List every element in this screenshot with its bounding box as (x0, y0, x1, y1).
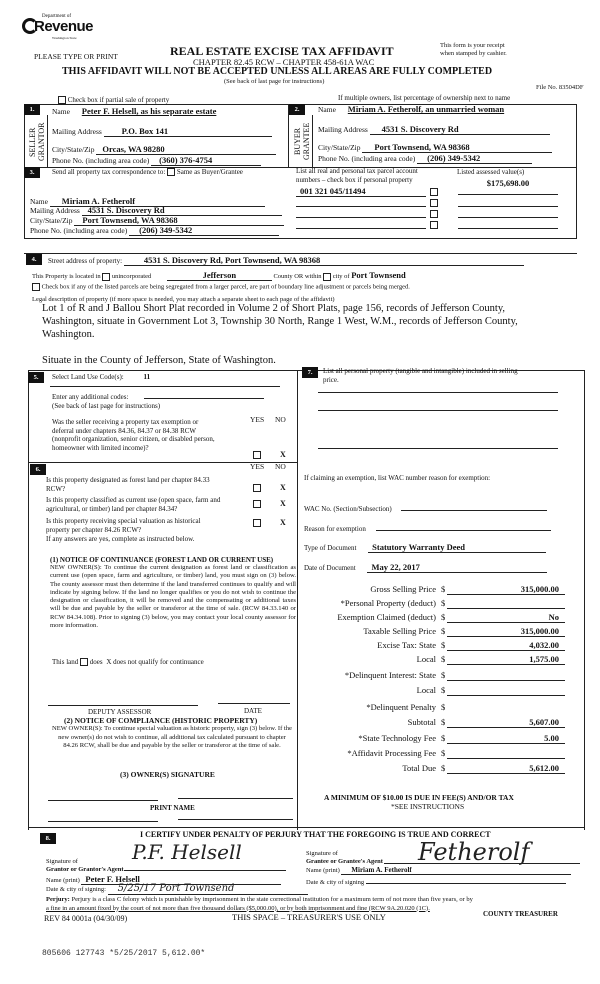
parcel-row (296, 198, 576, 209)
dollar-sign: $ (441, 702, 446, 712)
total-row-gross (300, 584, 600, 596)
correspondence-phone-row (30, 225, 279, 236)
form-subtitle: CHAPTER 82.45 RCW – CHAPTER 458-61A WAC (193, 57, 375, 67)
street-address-label: Street address of property: (48, 257, 123, 265)
minimum-due-note: A MINIMUM OF $10.00 IS DUE IN FEE(S) AND/OR TAX (324, 793, 514, 802)
current-use-no-answer[interactable]: X (280, 499, 286, 508)
corr-phone-field[interactable]: (206) 349-5342 (129, 225, 279, 236)
total-due-label: Total Due (402, 763, 436, 773)
grantee-sig-label1: Signature of (306, 850, 338, 857)
does-label: does (89, 658, 103, 666)
does-qualify-checkbox[interactable] (80, 658, 88, 666)
located-label: This Property is located in (32, 273, 101, 280)
wac-field[interactable] (401, 503, 547, 511)
legal-line-4: Situate in the County of Jefferson, State of Washington. (42, 355, 276, 366)
corr-mailing-label: Mailing Address (30, 206, 80, 215)
this-land-label: This land (52, 658, 79, 666)
doc-type-field[interactable]: Statutory Warranty Deed (368, 542, 546, 553)
multiple-owners-note: If multiple owners, list percentage of ownership next to name (338, 94, 511, 102)
penalty-label: *Delinquent Penalty (366, 702, 436, 712)
personal-property-field-3[interactable] (318, 448, 558, 449)
receipt-note-line2: when stamped by cashier. (440, 50, 507, 57)
current-use-q-line1: Is this property classified as current use (open space, farm and (46, 496, 221, 504)
buyer-phone-field[interactable]: (206) 349-5342 (417, 153, 532, 164)
buyer-name-row (318, 104, 504, 114)
print-name-label: PRINT NAME (150, 804, 195, 812)
county-treasurer-label: COUNTY TREASURER (483, 910, 558, 918)
parcels-header-line1: List all real and personal tax parcel account (296, 167, 418, 175)
personal-property-checkbox[interactable] (430, 188, 438, 196)
buyer-mailing-row (318, 124, 550, 135)
historic-question (46, 517, 256, 534)
unincorporated-label: unincorporated (111, 273, 152, 280)
deputy-assessor-line (48, 705, 198, 706)
total-row-taxable (300, 626, 600, 638)
assessed-value-field[interactable] (458, 198, 558, 207)
logo-main: Revenue (34, 18, 94, 35)
seller-city-row (52, 144, 276, 155)
seller-name-label: Name (52, 107, 70, 116)
total-row-total-due (300, 763, 600, 775)
please-type-label: PLEASE TYPE OR PRINT (34, 52, 118, 61)
grantee-signature-line (384, 863, 580, 864)
grantee-date-label: Date & city of signing (306, 879, 365, 886)
exemption-claimed-label: Exemption Claimed (deduct) (337, 612, 436, 622)
partial-sale-label: Check box if partial sale of property (67, 96, 170, 104)
dollar-sign: $ (441, 670, 446, 680)
location-row (32, 270, 406, 281)
total-row-processing-fee (300, 748, 600, 760)
seller-side-label (28, 120, 46, 164)
grantor-sig-label2: Grantor or Grantor's Agent (46, 866, 124, 873)
grantee-label: GRANTEE (302, 122, 311, 160)
date-label: DATE (244, 707, 262, 715)
dollar-sign: $ (441, 717, 446, 727)
total-row-interest-local (300, 685, 600, 697)
corr-name-field[interactable]: Miriam A. Fetherolf (50, 196, 265, 207)
assessed-value-field[interactable] (458, 220, 558, 229)
seller-name-row (52, 106, 216, 116)
grantor-name-label: Name (print) (46, 877, 80, 884)
owner-signature-label: (3) OWNER(S) SIGNATURE (120, 770, 215, 779)
interest-local-label: Local (416, 685, 436, 695)
doc-date-row (304, 562, 547, 573)
personal-property-checkbox[interactable] (430, 221, 438, 229)
personal-property-label (323, 367, 518, 385)
interest-local-field[interactable] (447, 685, 565, 696)
excise-state-label: Excise Tax: State (377, 640, 436, 650)
personal-property-line2: price. (323, 376, 339, 384)
gross-price-field[interactable]: 315,000.00 (447, 584, 565, 595)
logo-top: Department of (42, 14, 72, 19)
street-address-field[interactable]: 4531 S. Discovery Rd, Port Townsend, WA 98368 (124, 255, 524, 266)
seller-city-field[interactable]: Orcas, WA 98280 (96, 144, 276, 155)
total-row-personal (300, 598, 600, 610)
exemption-q-line1: Was the seller receiving a property tax exemption or (52, 418, 199, 426)
land-use-label: Select Land Use Code(s): (52, 373, 124, 381)
exemption-yes-checkbox[interactable] (253, 451, 261, 459)
grantor-name-field[interactable]: Peter F. Helsell (81, 874, 281, 885)
reason-label: Reason for exemption (304, 525, 366, 533)
total-row-exemption (300, 612, 600, 624)
see-back-note: (See back of last page for instructions) (52, 402, 161, 410)
current-use-q-line2: agricultural, or timber) land per chapter 84.34? (46, 504, 178, 513)
grantor-label: GRANTOR (37, 122, 46, 162)
assessed-value-field[interactable]: $175,698.00 (486, 178, 530, 188)
section-2-number: 2. (289, 104, 305, 115)
parcel-number-field[interactable]: 001 321 045/11494 (296, 186, 426, 197)
forest-q-line1: Is this property designated as forest land per chapter 84.33 (46, 476, 210, 484)
buyer-label: BUYER (293, 127, 302, 155)
grantor-date-row (46, 883, 308, 895)
excise-local-field[interactable]: 1,575.00 (447, 654, 565, 665)
county-or-label: County OR within (273, 273, 322, 280)
legal-line-2: Washington, situate in Government Lot 3, Township 30 North, Range 1 West, W.M., records of Jefferson County, (42, 316, 518, 327)
total-row-subtotal (300, 717, 600, 729)
section-6-number: 6. (30, 464, 46, 475)
total-row-tech-fee (300, 733, 600, 745)
personal-property-checkbox[interactable] (430, 210, 438, 218)
segregated-label: Check box if any of the listed parcels are being segregated from a larger parcel, are part of boundary line adjustment or parcels being merged. (41, 283, 410, 291)
s6-no-header: NO (275, 462, 286, 471)
seller-mailing-field[interactable]: P.O. Box 141 (104, 126, 272, 137)
grantor-signature-label (46, 858, 124, 874)
left-border (28, 370, 29, 830)
dollar-sign: $ (441, 763, 446, 773)
seller-mailing-label: Mailing Address (52, 127, 102, 136)
seller-label: SELLER (28, 127, 37, 157)
section-1-number: 1. (24, 104, 40, 115)
exemption-q-line4: homeowner with limited income)? (52, 443, 149, 452)
exemption-yes-header: YES (250, 415, 265, 424)
continuance-row (52, 658, 204, 666)
correspondence-header (52, 168, 243, 176)
parcel-number-field[interactable] (296, 220, 426, 229)
seller-phone-field[interactable]: (360) 376-4754 (151, 155, 261, 166)
grantor-date-field[interactable]: 5/25/17 Port Townsend (108, 883, 308, 895)
notice-continuance-title: (1) NOTICE OF CONTINUANCE (FOREST LAND OR CURRENT USE) (50, 556, 274, 564)
parcel-row (296, 220, 576, 231)
wac-label: WAC No. (Section/Subsection) (304, 505, 392, 513)
interest-state-field[interactable] (447, 670, 565, 681)
wac-row (304, 503, 547, 513)
excise-state-field[interactable]: 4,032.00 (447, 640, 565, 651)
buyer-phone-label: Phone No. (including area code) (318, 154, 416, 163)
seller-phone-row (52, 155, 261, 166)
deputy-assessor-label: DEPUTY ASSESSOR (88, 708, 152, 716)
grantor-sig-label1: Signature of (46, 858, 78, 865)
legal-description-label: Legal description of property (if more space is needed, you may attach a separate sheet to each page of the affidavit) (32, 296, 335, 303)
grantor-date-label: Date & city of signing: (46, 886, 106, 893)
street-address-row (48, 255, 524, 266)
warning-banner: THIS AFFIDAVIT WILL NOT BE ACCEPTED UNLESS ALL AREAS ARE FULLY COMPLETED (62, 66, 493, 77)
processing-fee-field[interactable] (447, 748, 565, 759)
form-title: REAL ESTATE EXCISE TAX AFFIDAVIT (170, 44, 394, 58)
see-instructions-note: *SEE INSTRUCTIONS (391, 802, 465, 811)
historic-yes-checkbox[interactable] (253, 519, 261, 527)
parcel-number-field[interactable] (296, 209, 426, 218)
treasurer-space-label: THIS SPACE – TREASURER'S USE ONLY (232, 912, 386, 922)
corr-city-field[interactable]: Port Townsend, WA 98368 (74, 215, 284, 226)
land-use-line (50, 386, 280, 387)
city-of-label: city of (332, 273, 350, 280)
section-7-number: 7. (302, 367, 318, 378)
seller-exemption-question (52, 418, 215, 452)
dollar-sign: $ (441, 612, 446, 622)
logo-sub: Washington State (52, 36, 77, 40)
receipt-note (440, 42, 507, 58)
forest-no-answer[interactable]: X (280, 483, 286, 492)
section-4-number: 4. (26, 254, 42, 265)
additional-codes-label: Enter any additional codes: (52, 393, 129, 401)
gross-price-label: Gross Selling Price (370, 584, 436, 594)
grantee-name-row (306, 866, 571, 875)
parcel-number-field[interactable] (296, 198, 426, 207)
total-row-excise-local (300, 654, 600, 666)
dollar-sign: $ (441, 598, 446, 608)
owner-signature-line-2 (178, 798, 293, 799)
personal-property-field-1[interactable] (318, 392, 558, 393)
owner-signature-line-1 (48, 800, 158, 801)
personal-property-line1: List all personal property (tangible and intangible) included in selling (323, 367, 518, 375)
grantee-date-row (306, 876, 566, 886)
print-name-line-2 (178, 819, 293, 820)
city-checkbox[interactable] (323, 273, 331, 281)
forest-q-line2: RCW? (46, 484, 66, 493)
exemption-q-line3: (nonprofit organization, senior citizen, or disabled person, (52, 435, 215, 443)
penalty-field[interactable] (447, 702, 565, 713)
section-8-number: 8. (40, 833, 56, 844)
taxable-price-field[interactable]: 315,000.00 (447, 626, 565, 637)
buyer-mailing-field[interactable]: 4531 S. Discovery Rd (370, 124, 550, 135)
does-not-label: does not qualify for continuance (113, 658, 204, 666)
parcels-header (296, 167, 418, 184)
perjury-text-2: a fine in an amount fixed by the court of not more than five thousand dollars ($5,000.00), or by both imprisonment and fine (RCW 9A.20.020 (1C). (46, 904, 430, 912)
legal-line-3: Washington. (42, 329, 95, 340)
section-8-top-line (28, 827, 584, 828)
file-number: File No. 83504DF (536, 84, 584, 91)
corr-phone-label: Phone No. (including area code) (30, 226, 128, 235)
seller-mailing-row (52, 126, 272, 137)
taxable-price-label: Taxable Selling Price (363, 626, 436, 636)
assessed-header: Listed assessed value(s) (457, 168, 525, 176)
correspondence-label: Send all property tax correspondence to: (52, 168, 166, 176)
section-5-number: 5. (28, 372, 44, 383)
seller-phone-label: Phone No. (including area code) (52, 156, 150, 165)
doc-date-label: Date of Document (304, 564, 356, 572)
current-use-question (46, 496, 256, 513)
print-name-line-1 (48, 821, 158, 822)
assessed-value-field[interactable] (458, 209, 558, 218)
s6-yes-header: YES (250, 462, 265, 471)
receipt-note-line1: This form is your receipt (440, 42, 505, 49)
grantee-name-field[interactable]: Miriam A. Fetherolf (341, 866, 571, 875)
total-row-interest-state (300, 670, 600, 682)
buyer-city-field[interactable]: Port Townsend, WA 98368 (362, 142, 552, 153)
form-revision: REV 84 0001a (04/30/09) (44, 914, 128, 923)
historic-q-line1: Is this property receiving special valuation as historical (46, 517, 201, 525)
cashier-receipt-stamp: 805606 127743 *5/25/2017 5,612.00* (42, 949, 206, 958)
total-due-field[interactable]: 5,612.00 (447, 763, 565, 774)
corr-name-label: Name (30, 197, 48, 206)
historic-q-line2: property per chapter 84.26 RCW? (46, 525, 142, 534)
same-as-buyer-checkbox[interactable] (167, 168, 175, 176)
doc-date-field[interactable]: May 22, 2017 (367, 562, 547, 573)
buyer-side-label (293, 118, 311, 164)
corr-mailing-field[interactable]: 4531 S. Discovery Rd (82, 205, 282, 216)
section-3-number: 3. (24, 167, 40, 178)
perjury-text-1: Perjury is a class C felony which is punishable by imprisonment in the state correctional institution for a maximum term of not more than five years, or by (71, 896, 473, 903)
corr-city-label: City/State/Zip (30, 216, 73, 225)
legal-line-1: Lot 1 of R and J Ballou Short Plat recorded in Volume 2 of Short Plats, page 156, records of Jefferson County, (42, 303, 506, 314)
personal-property-deduct-label: *Personal Property (deduct) (340, 598, 436, 608)
reason-row (304, 523, 551, 533)
seller-name-field[interactable]: Peter F. Helsell, as his separate estate (81, 106, 217, 116)
buyer-mailing-label: Mailing Address (318, 125, 368, 134)
buyer-name-field[interactable]: Miriam A. Fetherolf, an unmarried woman (347, 104, 505, 114)
exemption-q-line2: deferral under chapters 84.36, 84.37 or 84.38 RCW (52, 426, 197, 435)
tech-fee-label: *State Technology Fee (358, 733, 436, 743)
exemption-claimed-field[interactable]: No (447, 612, 565, 623)
dollar-sign: $ (441, 733, 446, 743)
tech-fee-field[interactable]: 5.00 (447, 733, 565, 744)
forest-land-question (46, 476, 246, 493)
subtotal-label: Subtotal (407, 717, 436, 727)
reason-field[interactable] (376, 523, 551, 531)
segregated-checkbox[interactable] (32, 283, 40, 291)
personal-property-deduct-field[interactable] (447, 598, 565, 609)
dollar-sign: $ (441, 640, 446, 650)
processing-fee-label: *Affidavit Processing Fee (347, 748, 436, 758)
notice-compliance-title: (2) NOTICE OF COMPLIANCE (HISTORIC PROPERTY) (64, 716, 258, 725)
buyer-name-label: Name (318, 105, 336, 114)
legal-description[interactable] (42, 302, 582, 367)
buyer-phone-row (318, 153, 532, 164)
dollar-sign: $ (441, 685, 446, 695)
grantee-signature[interactable]: Fetherolf (418, 838, 530, 866)
personal-property-field-2[interactable] (318, 410, 558, 411)
parcel-row (296, 209, 576, 220)
grantee-date-field[interactable] (366, 876, 566, 884)
interest-state-label: *Delinquent Interest: State (344, 670, 436, 680)
notice-compliance-body: NEW OWNER(S): To continue special valuation as historic property, sign (3) below. If the new owner(s) do not wish to continue, all additional tax calculated pursuant to chapter 84.26 RCW, shall be due and payable by the seller or transferor at the time of sale. (52, 725, 292, 749)
excise-local-label: Local (416, 654, 436, 664)
subtotal-field[interactable]: 5,607.00 (447, 717, 565, 728)
dor-logo (22, 14, 92, 42)
segregated-row (32, 283, 410, 291)
grantee-name-label: Name (print) (306, 867, 340, 874)
perjury-certification: I CERTIFY UNDER PENALTY OF PERJURY THAT THE FOREGOING IS TRUE AND CORRECT (140, 830, 491, 839)
personal-property-checkbox[interactable] (430, 199, 438, 207)
total-row-excise-state (300, 640, 600, 652)
buyer-city-row (318, 142, 552, 153)
grantor-signature[interactable]: P.F. Helsell (132, 840, 242, 864)
dollar-sign: $ (441, 748, 446, 758)
land-use-code-field[interactable]: 11 (143, 373, 151, 381)
historic-no-answer[interactable]: X (280, 518, 286, 527)
does-not-mark[interactable]: X (106, 658, 112, 666)
land-use-row (52, 373, 150, 381)
seller-city-label: City/State/Zip (52, 145, 95, 154)
total-row-penalty (300, 702, 600, 714)
perjury-label: Perjury: (46, 896, 70, 903)
forest-yes-checkbox[interactable] (253, 484, 261, 492)
dollar-sign: $ (441, 584, 446, 594)
parcels-header-line2: numbers – check box if personal property (296, 175, 413, 184)
buyer-city-label: City/State/Zip (318, 143, 361, 152)
middle-divider (297, 370, 298, 830)
exemption-no-header: NO (275, 415, 286, 424)
section-4-top-line (24, 253, 577, 254)
grantee-sig-label2: Grantee or Grantee's Agent (306, 858, 383, 865)
exemption-wac-label: If claiming an exemption, list WAC number reason for exemption: (304, 474, 491, 482)
exemption-no-answer[interactable]: X (280, 450, 286, 459)
same-as-buyer-label: Same as Buyer/Grantee (176, 168, 243, 176)
assessed-value-line (458, 194, 558, 195)
if-yes-note: If any answers are yes, complete as instructed below. (46, 535, 195, 543)
additional-codes-row (52, 393, 264, 411)
instructions-note: (See back of last page for instructions) (224, 78, 325, 85)
additional-codes-field[interactable] (144, 398, 264, 399)
date-line (218, 703, 290, 704)
notice-continuance-body: NEW OWNER(S): To continue the current designation as forest land or classification as current use (open space, farm and agriculture, or timber) land, you must sign on (3) below. The county assessor must then determine if the land transferred continues to qualify and will indicate by signing below. If the land no longer qualifies or you do not wish to continue the designation or classification, it will be removed and the compensating or additional taxes will be due and payable by the seller or transferor at the time of sale. (RCW 84.33.140 or RCW 84.34.108). Prior to signing (3) below, you may contact your local county assessor for more information. (50, 564, 296, 630)
dollar-sign: $ (441, 654, 446, 664)
county-field[interactable]: Jefferson (167, 270, 272, 281)
grantee-signature-label (306, 850, 383, 866)
grantor-signature-line (124, 870, 286, 871)
doc-type-label: Type of Document (304, 544, 357, 552)
current-use-yes-checkbox[interactable] (253, 500, 261, 508)
unincorporated-checkbox[interactable] (102, 273, 110, 281)
doc-type-row (304, 542, 546, 553)
dollar-sign: $ (441, 626, 446, 636)
city-field[interactable]: Port Townsend (351, 270, 406, 280)
